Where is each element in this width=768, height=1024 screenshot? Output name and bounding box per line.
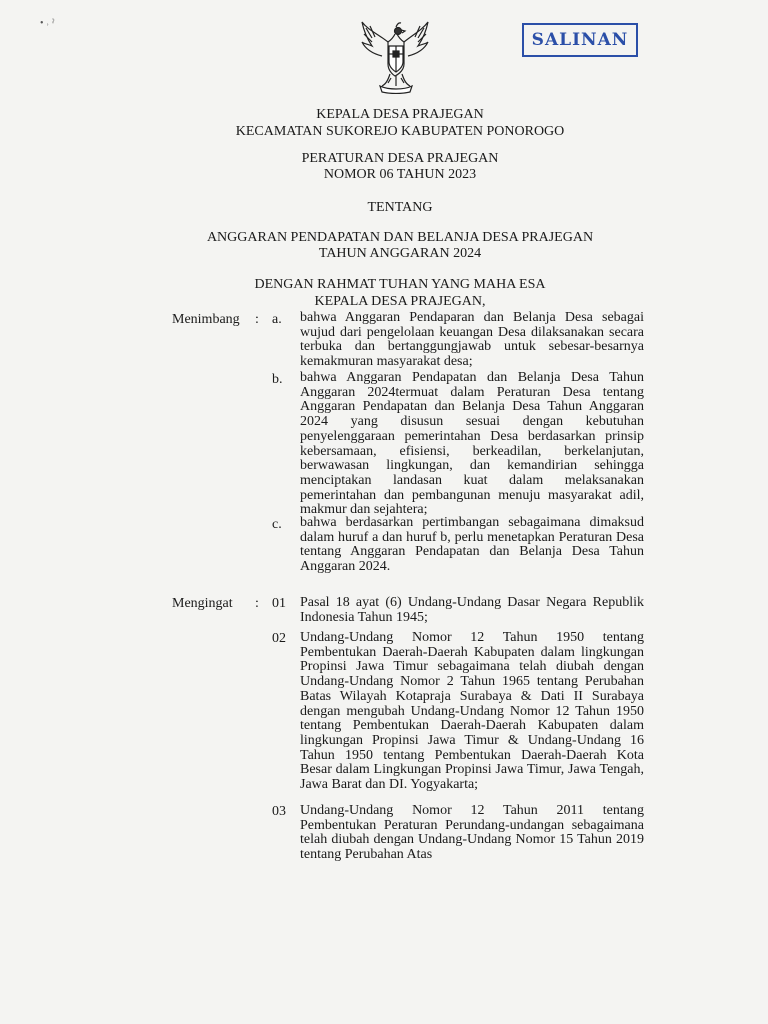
mengingat-label: Mengingat	[172, 596, 233, 611]
menimbang-item-a: bahwa Anggaran Pendaparan dan Belanja Desa sebagai wujud dari pengelolaan keuangan Desa dilaksanakan secara terbuka dan bertanggungjawab untuk sebesar-besarnya kemakmuran masyarakat desa;	[300, 310, 644, 370]
issuer-line-2: KECAMATAN SUKOREJO KABUPATEN PONOROGO	[235, 124, 565, 139]
issuer-line-1: KEPALA DESA PRAJEGAN	[316, 107, 484, 122]
regulation-title: PERATURAN DESA PRAJEGAN	[301, 151, 499, 166]
subject-line-2: TAHUN ANGGARAN 2024	[318, 246, 482, 261]
mengingat-item-01: Pasal 18 ayat (6) Undang-Undang Dasar Negara Republik Indonesia Tahun 1945;	[300, 595, 644, 625]
blessing-line: DENGAN RAHMAT TUHAN YANG MAHA ESA	[254, 277, 546, 292]
mengingat-marker-03: 03	[272, 804, 286, 819]
menimbang-marker-b: b.	[272, 372, 283, 387]
menimbang-item-b: bahwa Anggaran Pendapatan dan Belanja Desa Tahun Anggaran 2024termuat dalam Peraturan Desa tentang Anggaran Pendapatan dan Belanja Desa Tahun Anggaran 2024 yang disusun sesuai dengan kebutuhan penyelenggaraan pemerintahan Desa berdasarkan prinsip kebersamaan, efisiensi, berkeadilan, berkelanjutan, berwawasan lingkungan, dan kemandirian sehingga menciptakan landasan kuat dalam melaksanakan pemerintahan dan pembangunan menuju masyarakat adil, makmur dan sejahtera;	[300, 370, 644, 518]
menimbang-colon: :	[255, 312, 259, 327]
menimbang-marker-a: a.	[272, 312, 282, 327]
mengingat-colon: :	[255, 596, 259, 611]
menimbang-label: Menimbang	[172, 312, 240, 327]
salinan-stamp: SALINAN	[522, 23, 638, 57]
menimbang-marker-c: c.	[272, 517, 282, 532]
authority-line: KEPALA DESA PRAJEGAN,	[314, 294, 486, 309]
mengingat-marker-02: 02	[272, 631, 286, 646]
about-heading: TENTANG	[367, 200, 433, 215]
mengingat-marker-01: 01	[272, 596, 286, 611]
mengingat-item-02: Undang-Undang Nomor 12 Tahun 1950 tentang Pembentukan Daerah-Daerah Kabupaten dalam lingkungan Propinsi Jawa Timur sebagaimana telah diubah dengan Undang-Undang Nomor 2 Tahun 1965 tentang Perubahan Batas Wilayah Kotapraja Surabaya & Dati II Surabaya dengan mengubah Undang-Undang Nomor 12 Tahun 1950 tentang Pembentukan Daerah-Daerah Kabupaten dalam lingkungan Propinsi Jawa Timur & Undang-Undang 16 Tahun 1950 tentang Pembentukan Daerah-Daerah Kota Besar dalam Lingkungan Propinsi Jawa Timur, Jawa Tengah, Jawa Barat dan DI. Yogyakarta;	[300, 630, 644, 793]
scan-specks: • ˒ ˀ	[40, 18, 55, 29]
garuda-emblem-icon	[358, 20, 432, 94]
regulation-number: NOMOR 06 TAHUN 2023	[323, 167, 477, 182]
menimbang-item-c: bahwa berdasarkan pertimbangan sebagaimana dimaksud dalam huruf a dan huruf b, perlu menetapkan Peraturan Desa tentang Anggaran Pendapatan dan Belanja Desa Tahun Anggaran 2024.	[300, 515, 644, 575]
subject-line-1: ANGGARAN PENDAPATAN DAN BELANJA DESA PRAJEGAN	[206, 230, 594, 245]
mengingat-item-03: Undang-Undang Nomor 12 Tahun 2011 tentang Pembentukan Peraturan Perundang-undangan sebagaimana telah diubah dengan Undang-Undang Nomor 15 Tahun 2019 tentang Perubahan Atas	[300, 803, 644, 863]
